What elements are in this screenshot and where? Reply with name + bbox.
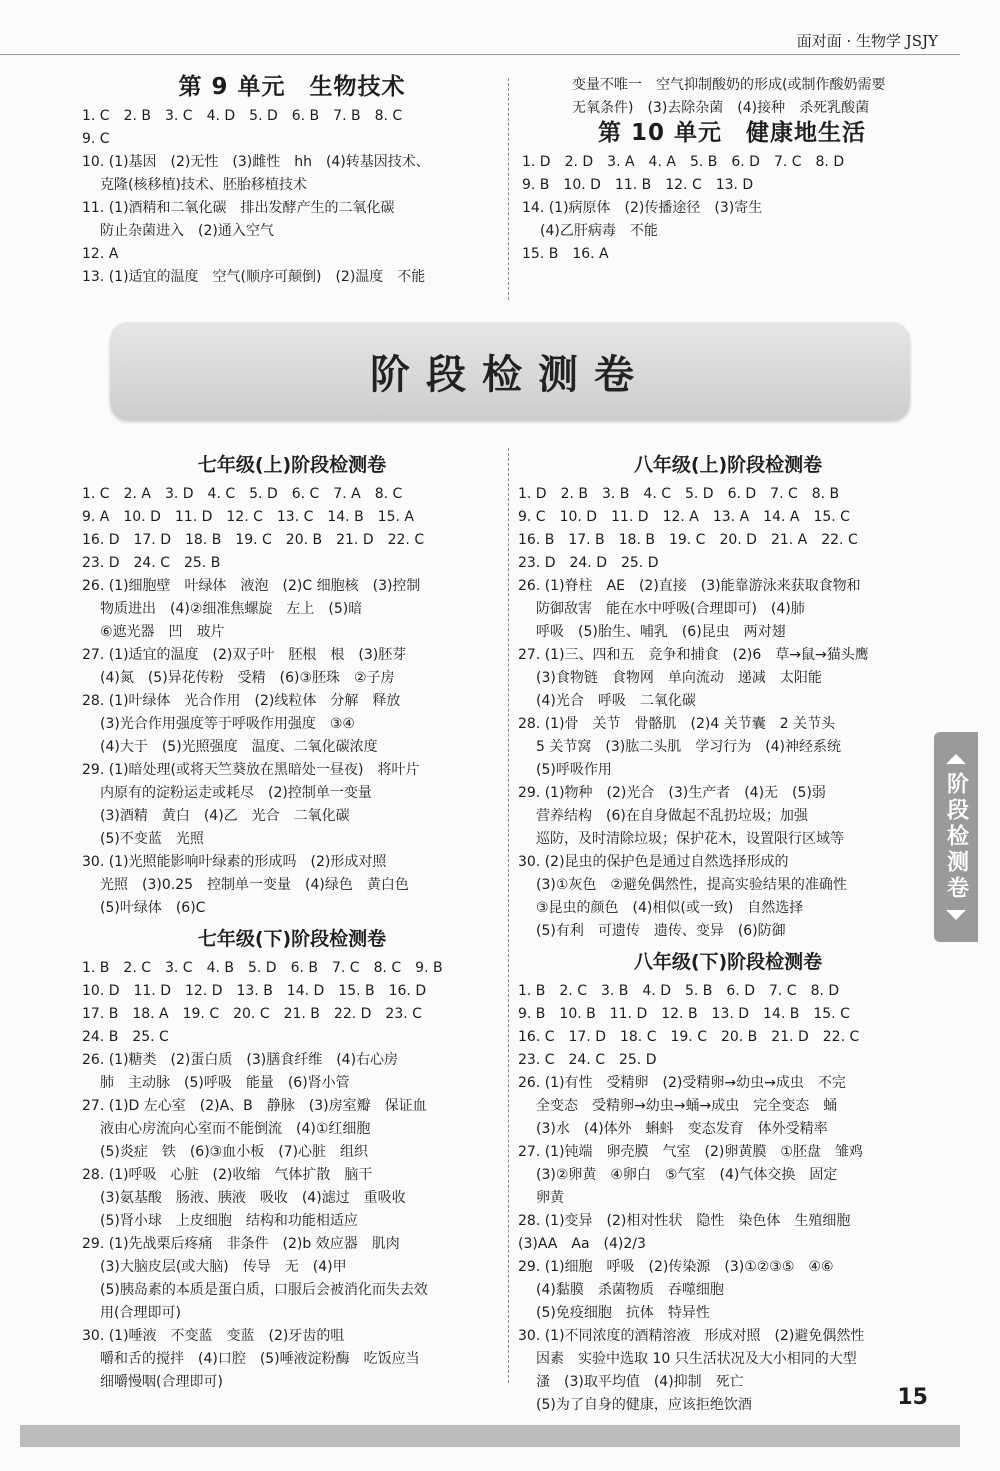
answer-line: 16. C 17. D 18. C 19. C 20. B 21. D 22. C xyxy=(518,1029,860,1045)
answer-line: 17. B 18. A 19. C 20. C 21. B 22. D 23. C xyxy=(82,1006,422,1022)
answer-line: 23. D 24. C 25. B xyxy=(82,555,221,571)
answer-line: 无氧条件) (3)去除杂菌 (4)接种 杀死乳酸菌 xyxy=(572,100,870,116)
answer-line: 10. (1)基因 (2)无性 (3)雌性 hh (4)转基因技术、 xyxy=(82,154,430,170)
unit9-title: 第 9 单元 生物技术 xyxy=(178,74,406,100)
answer-line: 28. (1)呼吸 心脏 (2)收缩 气体扩散 脑干 xyxy=(82,1167,373,1183)
answer-line: 30. (1)唾液 不变蓝 变蓝 (2)牙齿的咀 xyxy=(82,1328,345,1344)
answer-line: 9. C xyxy=(82,131,110,147)
answer-line: (5)不变蓝 光照 xyxy=(100,831,204,847)
answer-line: 27. (1)D 左心室 (2)A、B 静脉 (3)房室瓣 保证血 xyxy=(82,1098,427,1114)
answer-line: 27. (1)钝端 卵壳膜 气室 (2)卵黄膜 ①胚盘 雏鸡 xyxy=(518,1144,863,1160)
answer-line: 内原有的淀粉运走或耗尽 (2)控制单一变量 xyxy=(100,785,372,801)
answer-line: 营养结构 (6)在自身做起不乱扔垃圾；加强 xyxy=(536,808,808,824)
grade7-section xyxy=(82,450,502,1394)
answer-line: (4)光合 呼吸 二氧化碳 xyxy=(536,693,696,709)
answer-line: (5)肾小球 上皮细胞 结构和功能相适应 xyxy=(100,1213,358,1229)
answer-line: (4)大于 (5)光照强度 温度、二氧化碳浓度 xyxy=(100,739,378,755)
page-header: 面对面 · 生物学 JSJY xyxy=(796,32,938,50)
answer-line: 23. D 24. D 25. D xyxy=(518,555,659,571)
answer-line: (5)呼吸作用 xyxy=(536,762,612,778)
answer-line: 呼吸 (5)胎生、哺乳 (6)昆虫 两对翅 xyxy=(536,624,786,640)
answer-line: 12. A xyxy=(82,246,119,262)
answer-line: (3)水 (4)体外 蝌蚪 变态发育 体外受精率 xyxy=(536,1121,828,1137)
answer-line: 26. (1)脊柱 AE (2)直接 (3)能靠游泳来获取食物和 xyxy=(518,578,861,594)
answer-line: 28. (1)叶绿体 光合作用 (2)线粒体 分解 释放 xyxy=(82,693,401,709)
answer-line: 26. (1)糖类 (2)蛋白质 (3)膳食纤维 (4)右心房 xyxy=(82,1052,399,1068)
answer-line: 9. B 10. D 11. B 12. C 13. D xyxy=(522,177,754,193)
answer-line: (3)大脑皮层(或大脑) 传导 无 (4)甲 xyxy=(100,1259,347,1275)
answer-line: 30. (2)昆虫的保护色是通过自然选择形成的 xyxy=(518,854,789,870)
answer-line: 9. B 10. B 11. D 12. B 13. D 14. B 15. C xyxy=(518,1006,850,1022)
side-tab-label: 阶段检测卷 xyxy=(943,772,969,902)
answer-line: 10. D 11. D 12. D 13. B 14. D 15. B 16. D xyxy=(82,983,427,999)
unit10-section xyxy=(522,74,942,266)
answer-line: (5)有利 可遗传 遗传、变异 (6)防御 xyxy=(536,923,786,939)
answer-line: 防御敌害 能在水中呼吸(合理即可) (4)肺 xyxy=(536,601,805,617)
answer-line: 1. C 2. A 3. D 4. C 5. D 6. C 7. A 8. C xyxy=(82,486,403,502)
answer-line: (5)叶绿体 (6)C xyxy=(100,900,206,916)
answer-line: (3)酒精 黄白 (4)乙 光合 二氧化碳 xyxy=(100,808,350,824)
answer-line: 1. D 2. B 3. B 4. C 5. D 6. D 7. C 8. B xyxy=(518,486,840,502)
answer-line: 全变态 受精卵→幼虫→蛹→成虫 完全变态 蛹 xyxy=(536,1098,838,1114)
answer-line: 1. B 2. C 3. C 4. B 5. D 6. B 7. C 8. C 9. B xyxy=(82,960,443,976)
answer-line: (3)AA Aa (4)2/3 xyxy=(518,1236,646,1252)
banner-title: 阶段检测卷 xyxy=(370,350,650,398)
answer-line: 1. D 2. D 3. A 4. A 5. B 6. D 7. C 8. D xyxy=(522,154,845,170)
answer-line: 光照 (3)0.25 控制单一变量 (4)绿色 黄白色 xyxy=(100,877,409,893)
unit10-title: 第 10 单元 健康地生活 xyxy=(597,120,867,146)
answer-line: 16. D 17. D 18. B 19. C 20. B 21. D 22. C xyxy=(82,532,425,548)
answer-line: ⑥遮光器 凹 玻片 xyxy=(100,624,225,640)
answer-line: 16. B 17. B 18. B 19. C 20. D 21. A 22. C xyxy=(518,532,858,548)
answer-line: 15. B 16. A xyxy=(522,246,609,262)
g7a-title: 七年级(上)阶段检测卷 xyxy=(197,454,387,476)
header-rule xyxy=(0,54,960,55)
answer-line: (5)炎症 铁 (6)③血小板 (7)心脏 组织 xyxy=(100,1144,369,1160)
answer-line: 防止杂菌进入 (2)通入空气 xyxy=(100,223,274,239)
answer-line: 24. B 25. C xyxy=(82,1029,169,1045)
tab-up-arrow-icon xyxy=(946,754,966,764)
answer-line: 巡防，及时清除垃圾；保护花木，设置限行区域等 xyxy=(536,831,844,847)
answer-line: 变量不唯一 空气抑制酸奶的形成(或制作酸奶需要 xyxy=(572,77,886,93)
answer-line: 14. (1)病原体 (2)传播途径 (3)寄生 xyxy=(522,200,763,216)
grade8-section xyxy=(518,450,938,1417)
answer-line: 29. (1)暗处理(或将天竺葵放在黑暗处一昼夜) 将叶片 xyxy=(82,762,420,778)
answer-line: ③昆虫的颜色 (4)相似(或一致) 自然选择 xyxy=(536,900,804,916)
answer-line: 溞 (3)取平均值 (4)抑制 死亡 xyxy=(536,1374,744,1390)
answer-line: 23. C 24. C 25. D xyxy=(518,1052,657,1068)
answer-line: 1. C 2. B 3. C 4. D 5. D 6. B 7. B 8. C xyxy=(82,108,403,124)
column-divider-top xyxy=(508,78,509,300)
answer-line: (4)黏膜 杀菌物质 吞噬细胞 xyxy=(536,1282,724,1298)
answer-line: 29. (1)细胞 呼吸 (2)传染源 (3)①②③⑤ ④⑥ xyxy=(518,1259,834,1275)
g8b-title: 八年级(下)阶段检测卷 xyxy=(633,951,823,973)
answer-line: 27. (1)三、四和五 竞争和捕食 (2)6 草→鼠→猫头鹰 xyxy=(518,647,869,663)
g8a-title: 八年级(上)阶段检测卷 xyxy=(633,454,823,476)
answer-line: 30. (1)不同浓度的酒精溶液 形成对照 (2)避免偶然性 xyxy=(518,1328,865,1344)
answer-line: (3)①灰色 ②避免偶然性，提高实验结果的准确性 xyxy=(536,877,847,893)
answer-line: (3)氨基酸 肠液、胰液 吸收 (4)滤过 重吸收 xyxy=(100,1190,406,1206)
section-banner xyxy=(110,322,910,420)
tab-down-arrow-icon xyxy=(946,910,966,920)
answer-line: 9. C 10. D 11. D 12. A 13. A 14. A 15. C xyxy=(518,509,850,525)
g7b-title: 七年级(下)阶段检测卷 xyxy=(197,928,387,950)
answer-line: (3)食物链 食物网 单向流动 递减 太阳能 xyxy=(536,670,822,686)
answer-line: 26. (1)细胞壁 叶绿体 液泡 (2)C 细胞核 (3)控制 xyxy=(82,578,421,594)
answer-line: 5 关节窝 (3)肱二头肌 学习行为 (4)神经系统 xyxy=(536,739,842,755)
answer-line: 27. (1)适宜的温度 (2)双子叶 胚根 根 (3)胚芽 xyxy=(82,647,407,663)
answer-line: 用(合理即可) xyxy=(100,1305,181,1321)
answer-line: (5)为了自身的健康，应该拒绝饮酒 xyxy=(536,1397,752,1413)
answer-line: 细嚼慢咽(合理即可) xyxy=(100,1374,223,1390)
answer-line: 29. (1)物种 (2)光合 (3)生产者 (4)无 (5)弱 xyxy=(518,785,826,801)
answer-line: 嚼和舌的搅拌 (4)口腔 (5)唾液淀粉酶 吃饭应当 xyxy=(100,1351,420,1367)
section-side-tab xyxy=(934,732,978,942)
answer-line: (4)乙肝病毒 不能 xyxy=(540,223,658,239)
answer-line: (5)胰岛素的本质是蛋白质，口服后会被消化而失去效 xyxy=(100,1282,428,1298)
answer-line: 26. (1)有性 受精卵 (2)受精卵→幼虫→成虫 不完 xyxy=(518,1075,846,1091)
page-number: 15 xyxy=(897,1385,928,1410)
answer-line: 13. (1)适宜的温度 空气(顺序可颠倒) (2)温度 不能 xyxy=(82,269,426,285)
answer-line: 28. (1)变异 (2)相对性状 隐性 染色体 生殖细胞 xyxy=(518,1213,851,1229)
answer-line: 11. (1)酒精和二氧化碳 排出发酵产生的二氧化碳 xyxy=(82,200,395,216)
answer-line: (3)②卵黄 ④卵白 ⑤气室 (4)气体交换 固定 xyxy=(536,1167,838,1183)
answer-line: 29. (1)先战栗后疼痛 非条件 (2)b 效应器 肌肉 xyxy=(82,1236,400,1252)
answer-line: 因素 实验中选取 10 只生活状况及大小相同的大型 xyxy=(536,1351,857,1367)
answer-line: 1. B 2. C 3. B 4. D 5. B 6. D 7. C 8. D xyxy=(518,983,840,999)
answer-line: 物质进出 (4)②细准焦螺旋 左上 (5)暗 xyxy=(100,601,363,617)
answer-line: (3)光合作用强度等于呼吸作用强度 ③④ xyxy=(100,716,355,732)
answer-line: 卵黄 xyxy=(536,1190,564,1206)
unit9-section xyxy=(82,74,502,289)
column-divider-bottom xyxy=(508,448,509,1383)
answer-line: (4)氮 (5)异花传粉 受精 (6)③胚珠 ②子房 xyxy=(100,670,395,686)
answer-line: (5)免疫细胞 抗体 特异性 xyxy=(536,1305,710,1321)
answer-line: 肺 主动脉 (5)呼吸 能量 (6)肾小管 xyxy=(100,1075,350,1091)
answer-line: 9. A 10. D 11. D 12. C 13. C 14. B 15. A xyxy=(82,509,414,525)
answer-line: 30. (1)光照能影响叶绿素的形成吗 (2)形成对照 xyxy=(82,854,387,870)
answer-line: 液由心房流向心室而不能倒流 (4)①红细胞 xyxy=(100,1121,371,1137)
footer-bar xyxy=(20,1425,960,1447)
answer-line: 克隆(核移植)技术、胚胎移植技术 xyxy=(100,177,307,193)
answer-line: 28. (1)骨 关节 骨骼肌 (2)4 关节囊 2 关节头 xyxy=(518,716,836,732)
